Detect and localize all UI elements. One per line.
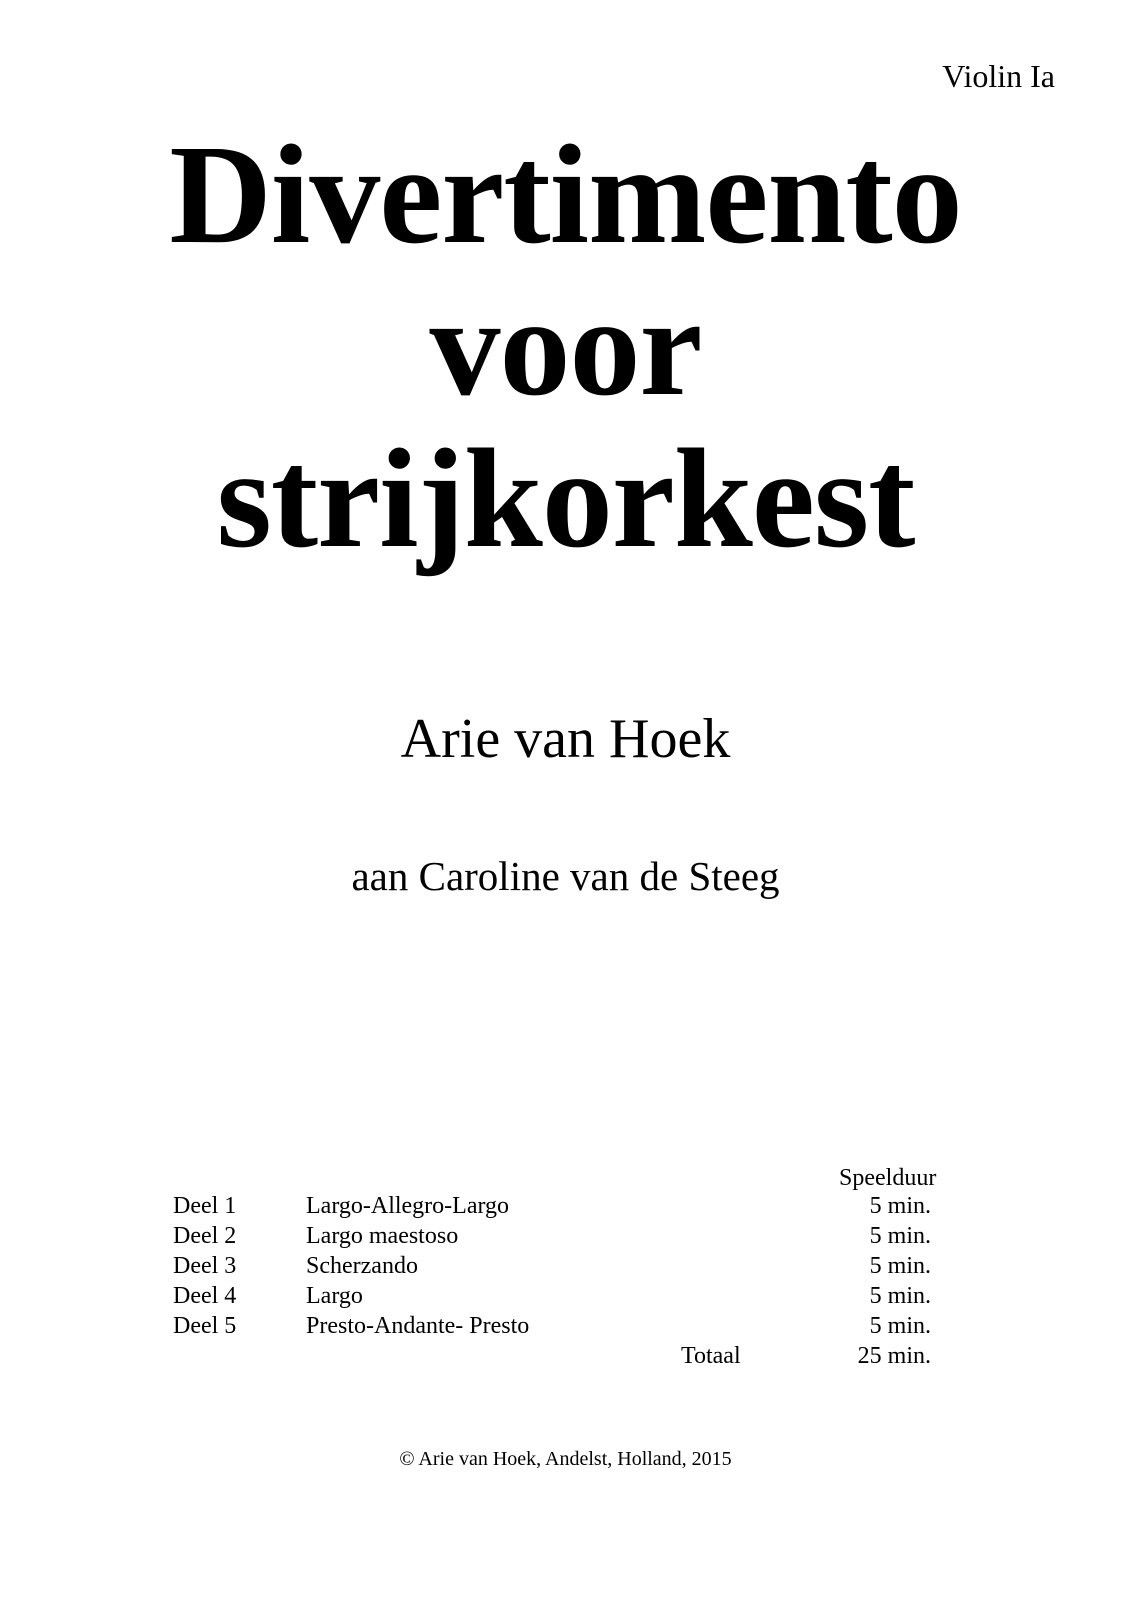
table-row xyxy=(0,1283,1131,1313)
table-row xyxy=(0,1253,1131,1283)
table-row xyxy=(0,1193,1131,1223)
part-label: Violin Ia xyxy=(942,58,1055,94)
movement-title: Largo maestoso xyxy=(306,1223,459,1249)
table-header-row xyxy=(0,1165,1131,1195)
movement-number: Deel 3 xyxy=(173,1253,237,1279)
table-row xyxy=(0,1223,1131,1253)
total-duration: 25 min. xyxy=(857,1343,931,1369)
movement-title: Presto-Andante- Presto xyxy=(306,1313,530,1339)
title-line-2: voor xyxy=(429,267,702,425)
movement-title: Largo xyxy=(306,1283,363,1309)
dedication: aan Caroline van de Steeg xyxy=(351,853,780,899)
movement-number: Deel 2 xyxy=(173,1223,237,1249)
movement-number: Deel 5 xyxy=(173,1313,237,1339)
movement-number: Deel 4 xyxy=(173,1283,237,1309)
movement-duration: 5 min. xyxy=(869,1313,931,1339)
title-line-3: strijkorkest xyxy=(216,419,915,577)
movement-title: Scherzando xyxy=(306,1253,418,1279)
movement-number: Deel 1 xyxy=(173,1193,237,1219)
table-total-row xyxy=(0,1343,1131,1373)
total-label: Totaal xyxy=(681,1343,741,1369)
movement-duration: 5 min. xyxy=(869,1193,931,1219)
page-title xyxy=(0,115,1131,577)
title-line-1: Divertimento xyxy=(169,115,962,273)
movement-duration: 5 min. xyxy=(869,1223,931,1249)
movement-title: Largo-Allegro-Largo xyxy=(306,1193,510,1219)
table-row xyxy=(0,1313,1131,1343)
composer-name: Arie van Hoek xyxy=(400,708,731,770)
movement-duration: 5 min. xyxy=(869,1253,931,1279)
duration-header: Speelduur xyxy=(839,1165,937,1191)
copyright-notice: © Arie van Hoek, Andelst, Holland, 2015 xyxy=(399,1448,732,1470)
movement-duration: 5 min. xyxy=(869,1283,931,1309)
